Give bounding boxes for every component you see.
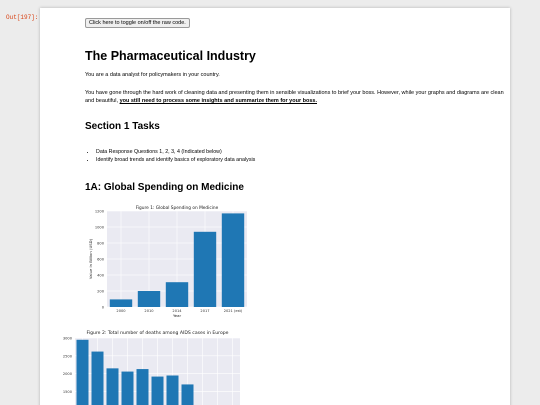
- bar: [222, 213, 244, 307]
- output-prompt: Out[197]:: [6, 14, 39, 21]
- page-title: The Pharmaceutical Industry: [85, 49, 256, 63]
- y-tick-label: 1200: [94, 209, 104, 214]
- briefing-emphasis: you still need to process some insights and summarize them for your boss.: [119, 98, 317, 105]
- bar: [92, 352, 104, 405]
- x-tick-label: 2021 (est): [223, 309, 243, 313]
- x-tick-label: 2000: [116, 309, 126, 313]
- y-tick-label: 1000: [94, 225, 104, 230]
- x-axis-label: Year: [172, 313, 182, 318]
- briefing-text: You have gone through the hard work of cleaning data and presenting them in sensible visualizations to brief your boss. However, while your graphs and diagrams are clean and beautiful,: [85, 90, 504, 105]
- bar: [138, 291, 160, 307]
- section-heading: Section 1 Tasks: [85, 121, 160, 132]
- bar: [107, 368, 119, 405]
- y-tick-label: 200: [97, 289, 104, 294]
- y-tick-label: 400: [97, 273, 104, 278]
- y-tick-label: 3000: [62, 336, 72, 341]
- subsection-heading: 1A: Global Spending on Medicine: [85, 182, 244, 193]
- toggle-raw-code-button[interactable]: Click here to toggle on/off the raw code.: [85, 18, 190, 28]
- y-tick-label: 800: [97, 241, 104, 246]
- task-item: • Identify broad trends and identify basics of exploratory data analysis: [96, 156, 255, 164]
- x-tick-label: 2010: [144, 309, 154, 313]
- y-tick-label: 2500: [62, 354, 72, 359]
- bar: [122, 372, 134, 405]
- bar: [110, 299, 132, 307]
- bar: [152, 377, 164, 405]
- y-axis-label: Value in Billion (USD): [88, 238, 93, 280]
- y-tick-label: 0: [101, 305, 104, 310]
- bar: [182, 384, 194, 405]
- chart-title: Figure 2: Total number of deaths among AIDS cases in Europe: [86, 331, 229, 336]
- x-tick-label: 2014: [172, 309, 182, 313]
- bar: [77, 340, 89, 405]
- chart-title: Figure 1: Global Spending on Medicine: [135, 206, 219, 211]
- y-tick-label: 2000: [62, 372, 72, 377]
- x-tick-label: 2017: [200, 309, 210, 313]
- y-tick-label: 600: [97, 257, 104, 262]
- bar: [194, 232, 216, 307]
- bar: [166, 282, 188, 307]
- y-tick-label: 1500: [62, 389, 72, 394]
- task-item: • Data Response Questions 1, 2, 3, 4 (Indicated below): [96, 148, 255, 156]
- bar: [137, 369, 149, 405]
- bar: [167, 376, 179, 405]
- intro-text: You are a data analyst for policymakers in your country.: [85, 72, 220, 78]
